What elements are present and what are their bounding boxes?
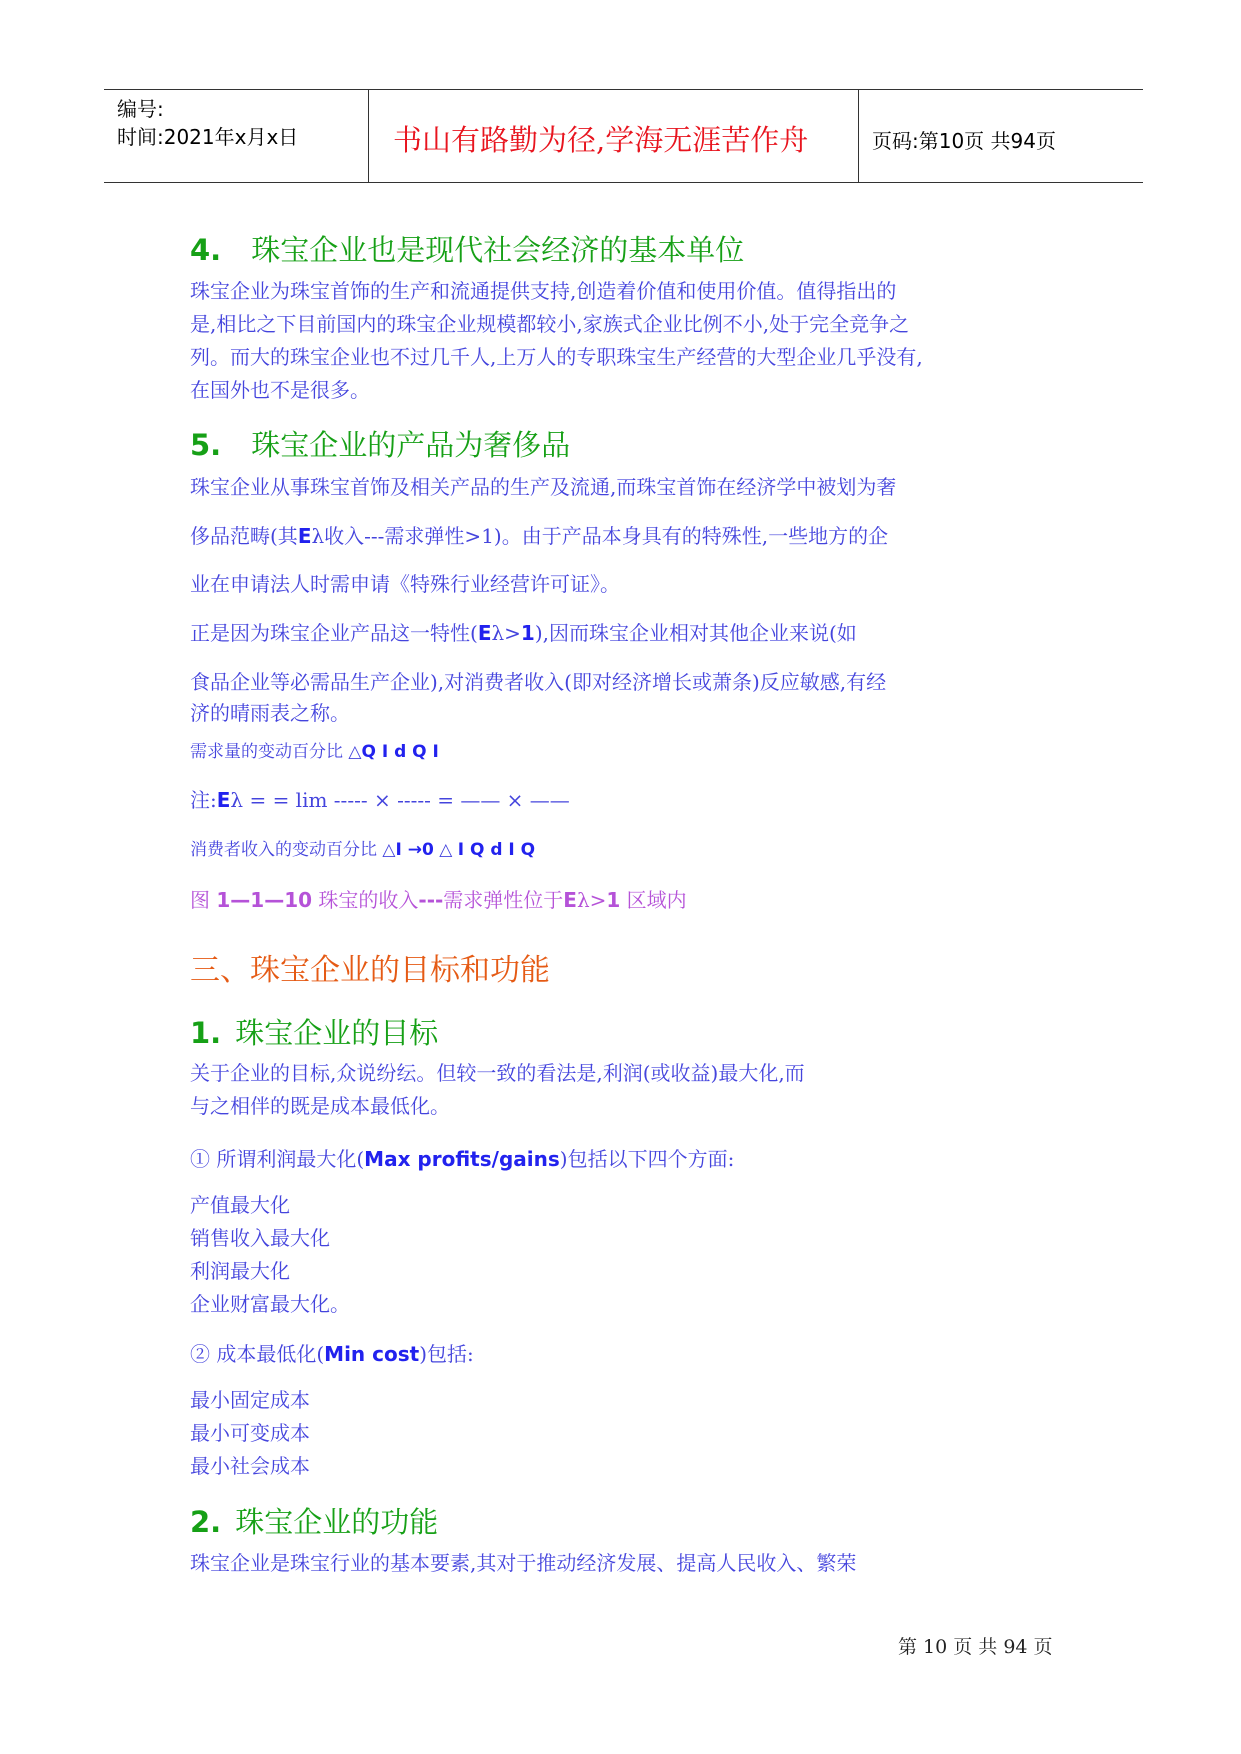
list-item: 最小固定成本 — [190, 1388, 310, 1412]
header-motto: 书山有路勤为径,学海无涯苦作舟 — [393, 123, 809, 157]
heading-2-number: 2. — [190, 1505, 222, 1539]
function-paragraph-line: 珠宝企业是珠宝行业的基本要素,其对于推动经济发展、提高人民收入、繁荣 — [190, 1551, 857, 1575]
page-footer: 第 10 页 共 94 页 — [898, 1636, 1053, 1658]
profit-heading — [190, 1143, 734, 1176]
paragraph-line: 列。而大的珠宝企业也不过几千人,上万人的专职珠宝生产经营的大型企业几乎没有, — [190, 345, 923, 369]
goal-paragraph — [190, 1057, 805, 1123]
paragraph-6-line-3: 济的晴雨表之称。 — [190, 701, 350, 725]
document-number-label: 编号: — [117, 97, 164, 121]
formula-symbols: Q I d Q I — [361, 742, 439, 762]
english-term: Max profits/gains — [364, 1147, 560, 1171]
paragraph-line: 在国外也不是很多。 — [190, 378, 370, 402]
text-run: )包括: — [419, 1342, 474, 1366]
paragraph-6-line-1 — [190, 617, 857, 650]
heading-4-number: 4. — [190, 233, 222, 267]
elasticity-symbol: E — [216, 788, 231, 812]
heading-1-title: 珠宝企业的目标 — [235, 1016, 439, 1050]
text-run: △ — [433, 840, 458, 860]
formula-line-3 — [190, 834, 535, 867]
text-run: )包括以下四个方面: — [559, 1147, 735, 1171]
text-run: 需求弹性位于 — [443, 888, 564, 912]
elasticity-symbol: E — [563, 888, 577, 912]
heading-2-title: 珠宝企业的功能 — [235, 1505, 439, 1539]
elasticity-symbol: E — [297, 524, 312, 548]
heading-5-number: 5. — [190, 428, 222, 462]
text-run: λ> — [491, 621, 521, 645]
list-item: 销售收入最大化 — [190, 1226, 330, 1250]
paragraph-6-line-2: 食品企业等必需品生产企业),对消费者收入(即对经济增长或萧条)反应敏感,有经 — [190, 670, 887, 694]
paragraph-line: 与之相伴的既是成本最低化。 — [190, 1094, 450, 1118]
text-run: ① 所谓利润最大化( — [190, 1147, 365, 1171]
paragraph-5-line-3: 业在申请法人时需申请《特殊行业经营许可证》。 — [190, 572, 620, 596]
cost-heading — [190, 1338, 474, 1371]
list-item: 最小社会成本 — [190, 1454, 310, 1478]
text-run: λ> — [576, 888, 607, 912]
elasticity-value: 1 — [520, 621, 535, 645]
text-run: 正是因为珠宝企业产品这一特性( — [190, 621, 478, 645]
formula-expression: λ = = lim ----- × ----- = —— × —— — [230, 788, 570, 812]
heading-5-title: 珠宝企业的产品为奢侈品 — [251, 428, 571, 462]
formula-line-1 — [190, 736, 439, 769]
text-run: 需求量的变动百分比 △ — [190, 742, 362, 762]
text-run: 注: — [190, 788, 217, 812]
paragraph-line: 是,相比之下目前国内的珠宝企业规模都较小,家族式企业比例不小,处于完全竞争之 — [190, 312, 910, 336]
list-item: 最小可变成本 — [190, 1421, 310, 1445]
profit-list — [190, 1189, 350, 1321]
figure-caption — [190, 884, 687, 913]
paragraph-4 — [190, 275, 923, 407]
header-page-label: 页码:第10页 共94页 — [872, 129, 1056, 153]
section-title: 三、珠宝企业的目标和功能 — [190, 953, 550, 988]
header-top-rule — [104, 89, 1143, 90]
text-run: 区域内 — [620, 888, 687, 912]
heading-2 — [190, 1500, 438, 1541]
document-time-label: 时间:2021年x月x日 — [117, 125, 299, 149]
elasticity-value: 1 — [606, 888, 621, 912]
formula-symbols: I Q d I Q — [457, 840, 536, 860]
text-run: 珠宝的收入 — [312, 888, 419, 912]
paragraph-5-line-2 — [190, 520, 888, 553]
heading-5 — [190, 423, 570, 464]
cost-list — [190, 1384, 310, 1483]
heading-1-number: 1. — [190, 1016, 222, 1050]
formula-line-2 — [190, 784, 570, 817]
list-item: 利润最大化 — [190, 1259, 290, 1283]
header-bottom-rule — [104, 182, 1143, 183]
formula-symbols: I →0 — [395, 840, 434, 860]
text-run: λ收入---需求弹性>1)。由于产品本身具有的特殊性,一些地方的企 — [311, 524, 889, 548]
heading-1 — [190, 1011, 438, 1052]
english-term: Min cost — [324, 1342, 420, 1366]
heading-4 — [190, 228, 744, 269]
text-run: --- — [418, 888, 444, 912]
header-divider-left — [368, 89, 369, 182]
figure-number: 1—1—10 — [216, 888, 313, 912]
list-item: 企业财富最大化。 — [190, 1292, 350, 1316]
header-divider-right — [858, 89, 859, 182]
text-run: ),因而珠宝企业相对其他企业来说(如 — [534, 621, 857, 645]
text-run: 消费者收入的变动百分比 △ — [190, 840, 396, 860]
paragraph-line: 珠宝企业为珠宝首饰的生产和流通提供支持,创造着价值和使用价值。值得指出的 — [190, 279, 897, 303]
text-run: ② 成本最低化( — [190, 1342, 325, 1366]
text-run: 图 — [190, 888, 217, 912]
paragraph-5-line-1: 珠宝企业从事珠宝首饰及相关产品的生产及流通,而珠宝首饰在经济学中被划为奢 — [190, 475, 897, 499]
text-run: 侈品范畴(其 — [190, 524, 298, 548]
paragraph-line: 关于企业的目标,众说纷纭。但较一致的看法是,利润(或收益)最大化,而 — [190, 1061, 805, 1085]
elasticity-symbol: E — [477, 621, 492, 645]
list-item: 产值最大化 — [190, 1193, 290, 1217]
heading-4-title: 珠宝企业也是现代社会经济的基本单位 — [251, 233, 745, 267]
